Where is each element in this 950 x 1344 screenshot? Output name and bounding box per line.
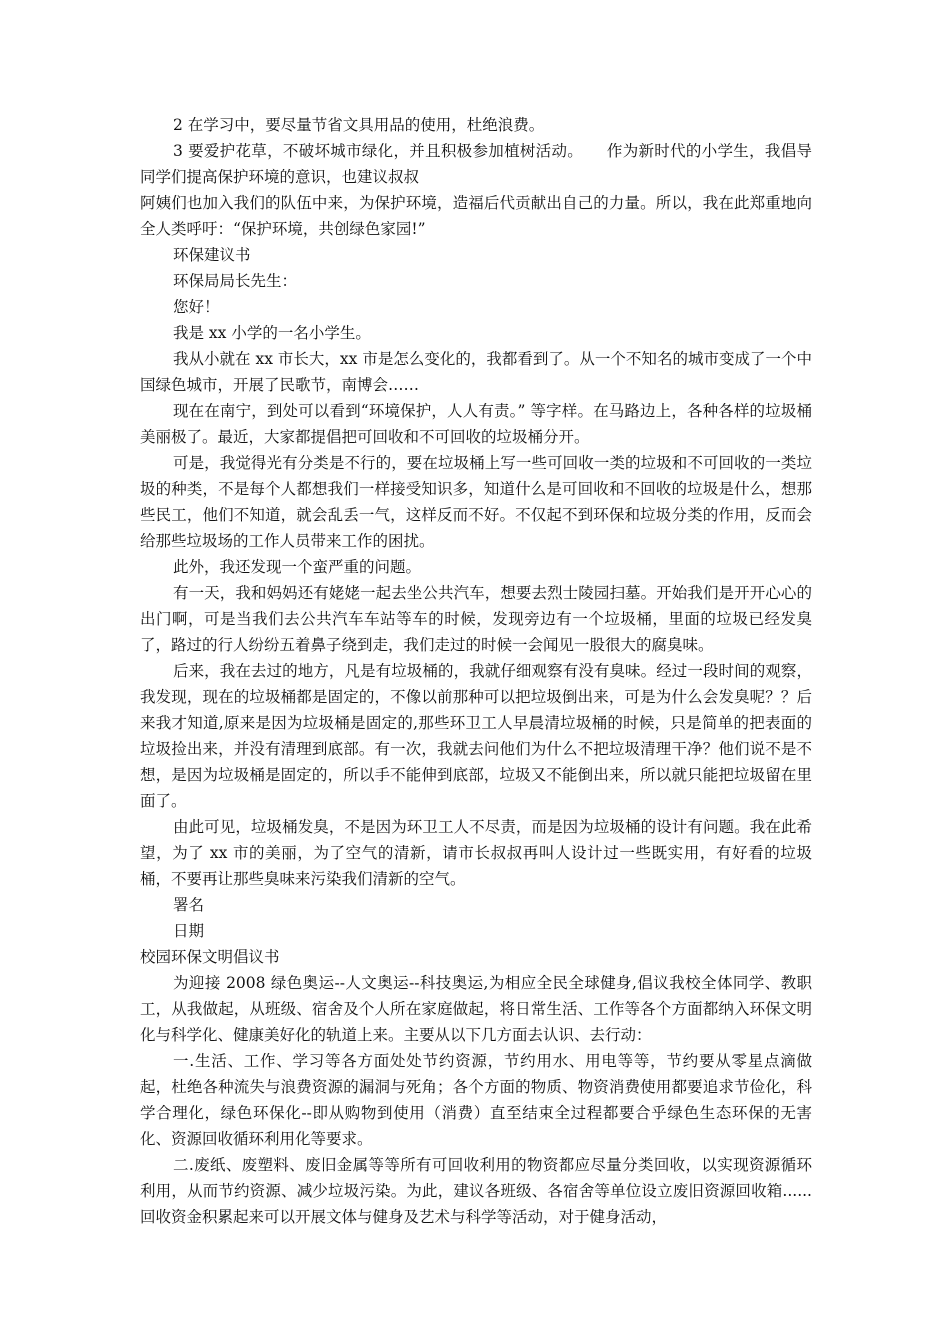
proposal-point-2: 二.废纸、废塑料、废旧金属等等所有可回收利用的物资都应尽量分类回收，以实现资源循环利用，从而节约资源、减少垃圾污染。为此，建议各班级、各宿舍等单位设立废旧资源回收箱......回收资金积累起来可以开展文体与健身及艺术与科学等活动，对于健身活动， (140, 1156, 812, 1226)
proposal-title: 校园环保文明倡议书 (140, 948, 280, 966)
letter-paragraph: 此外，我还发现一个蛮严重的问题。 (173, 558, 422, 576)
letter-signature: 署名 (173, 896, 205, 914)
letter-paragraph: 有一天，我和妈妈还有姥姥一起去坐公共汽车，想要去烈士陵园扫墓。开始我们是开开心心的出门啊，可是当我们去公共汽车车站等车的时候，发现旁边有一个垃圾桶，里面的垃圾已经发臭了，路过的行人纷纷五着鼻子绕到走，我们走过的时候一会闻见一股很大的腐臭味。 (140, 584, 812, 654)
item-3: 3 要爱护花草，不破坏城市绿化，并且积极参加植树活动。 作为新时代的小学生，我倡导同学们提高保护环境的意识，也建议叔叔 (140, 142, 812, 186)
letter-paragraph: 可是，我觉得光有分类是不行的，要在垃圾桶上写一些可回收一类的垃圾和不可回收的一类垃圾的种类，不是每个人都想我们一样接受知识多，知道什么是可回收和不回收的垃圾是什么，想那些民工，他们不知道，就会乱丢一气，这样反而不好。不仅起不到环保和垃圾分类的作用，反而会给那些垃圾场的工作人员带来工作的困扰。 (140, 454, 812, 550)
letter-paragraph: 现在在南宁，到处可以看到“环境保护，人人有责。” 等字样。在马路边上，各种各样的垃圾桶美丽极了。最近，大家都提倡把可回收和不可回收的垃圾桶分开。 (140, 402, 812, 446)
letter-title: 环保建议书 (173, 246, 251, 264)
item-2: 2 在学习中，要尽量节省文具用品的使用，杜绝浪费。 (173, 116, 545, 134)
letter-paragraph: 后来，我在去过的地方，凡是有垃圾桶的，我就仔细观察有没有臭味。经过一段时间的观察，我发现，现在的垃圾桶都是固定的，不像以前那种可以把垃圾倒出来，可是为什么会发臭呢？？后来我才知道,原来是因为垃圾桶是固定的,那些环卫工人早晨清垃圾桶的时候，只是简单的把表面的垃圾捡出来，并没有清理到底部。有一次，我就去问他们为什么不把垃圾清理干净？他们说不是不想，是因为垃圾桶是固定的，所以手不能伸到底部，垃圾又不能倒出来，所以就只能把垃圾留在里面了。 (140, 662, 812, 810)
letter-paragraph: 我是 xx 小学的一名小学生。 (173, 324, 371, 342)
letter-date: 日期 (173, 922, 205, 940)
letter-paragraph: 我从小就在 xx 市长大，xx 市是怎么变化的，我都看到了。从一个不知名的城市变成了一个中国绿色城市，开展了民歌节，南博会…… (140, 350, 812, 394)
proposal-point-1: 一.生活、工作、学习等各方面处处节约资源，节约用水、用电等等，节约要从零星点滴做起，杜绝各种流失与浪费资源的漏洞与死角；各个方面的物质、物资消费使用都要追求节俭化，科学合理化，绿色环保化--即从购物到使用（消费）直至结束全过程都要合乎绿色生态环保的无害化、资源回收循环利用化等要求。 (140, 1052, 812, 1148)
letter-paragraph: 由此可见，垃圾桶发臭，不是因为环卫工人不尽责，而是因为垃圾桶的设计有问题。我在此希望，为了 xx 市的美丽，为了空气的清新，请市长叔叔再叫人设计过一些既实用，有好看的垃圾桶，不要再让那些臭味来污染我们清新的空气。 (140, 818, 812, 888)
proposal-intro: 为迎接 2008 绿色奥运--人文奥运--科技奥运,为相应全民全球健身,倡议我校全体同学、教职工，从我做起，从班级、宿舍及个人所在家庭做起，将日常生活、工作等各个方面都纳入环保文明化与科学化、健康美好化的轨道上来。主要从以下几方面去认识、去行动： (140, 974, 812, 1044)
letter-greeting: 您好！ (173, 298, 220, 316)
document-page (140, 112, 812, 1230)
item-3-continuation: 阿姨们也加入我们的队伍中来，为保护环境，造福后代贡献出自己的力量。所以，我在此郑重地向全人类呼吁：“保护环境，共创绿色家园!” (140, 194, 812, 238)
letter-salutation: 环保局局长先生： (173, 272, 298, 290)
